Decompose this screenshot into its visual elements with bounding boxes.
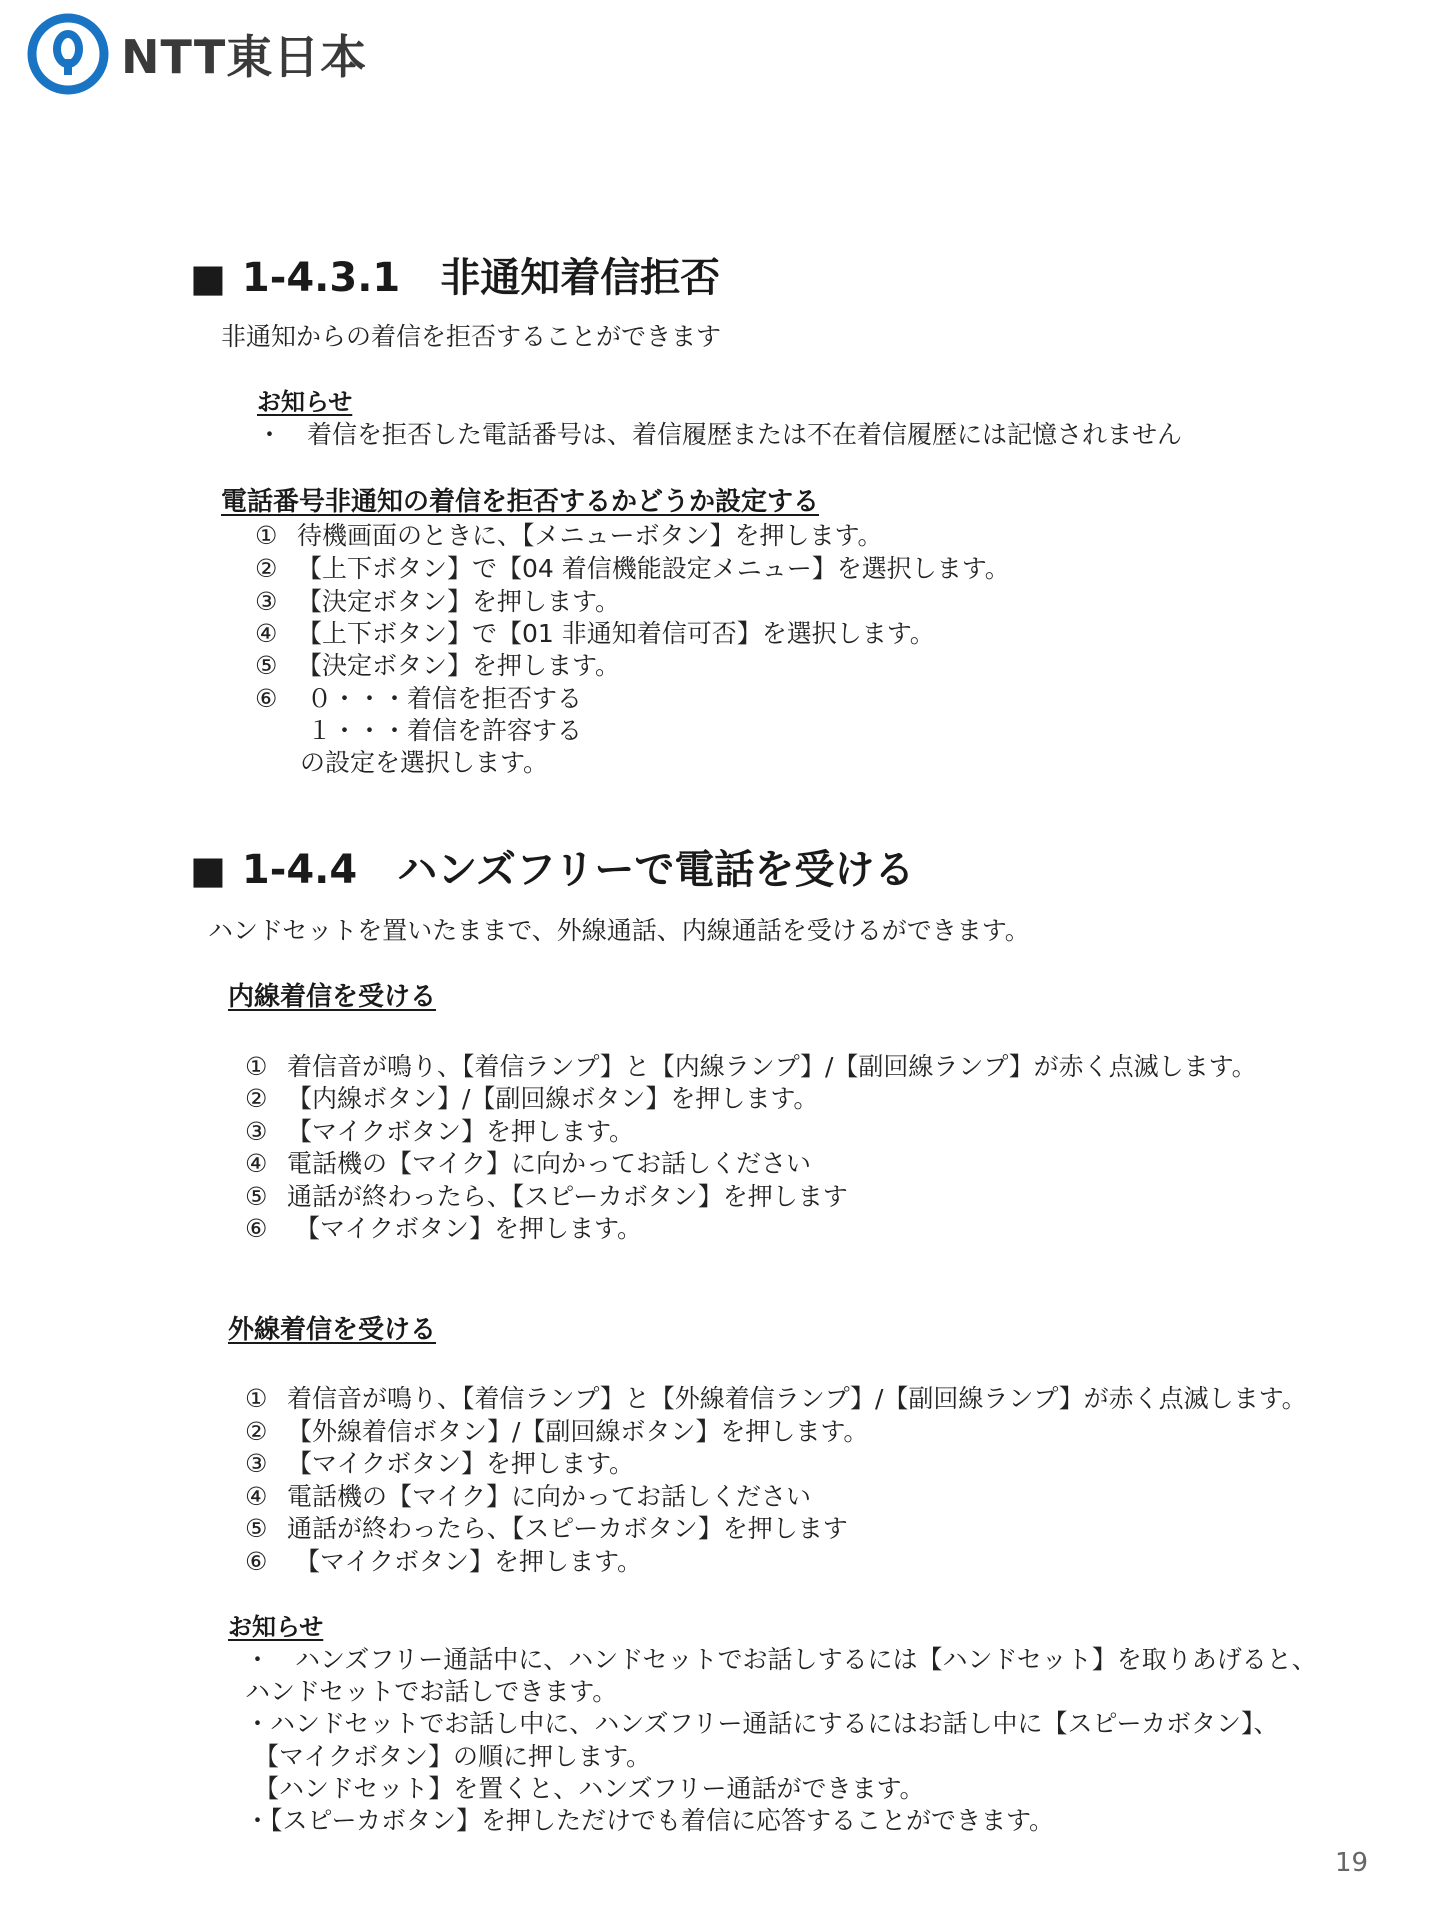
brand-name: NTT東日本 bbox=[121, 30, 368, 84]
header-logo bbox=[27, 14, 367, 94]
naisen-step-4: ④ 電話機の【マイク】に向かってお話しください bbox=[245, 1149, 812, 1178]
gaisen-step-4: ④ 電話機の【マイク】に向かってお話しください bbox=[245, 1482, 812, 1511]
gaisen-step-5: ⑤ 通話が終わったら、【スピーカボタン】を押します bbox=[245, 1514, 848, 1543]
section2-notice-line-4: 【マイクボタン】の順に押します。 bbox=[254, 1742, 652, 1771]
section1-subheading: 電話番号非通知の着信を拒否するかどうか設定する bbox=[221, 487, 820, 517]
section1-step-1: ① 待機画面のときに、【メニューボタン】を押します。 bbox=[255, 521, 883, 550]
naisen-step-6: ⑥ 【マイクボタン】を押します。 bbox=[245, 1214, 642, 1243]
naisen-step-1: ① 着信音が鳴り、【着信ランプ】と【内線ランプ】/【副回線ランプ】が赤く点滅します。 bbox=[245, 1052, 1257, 1081]
naisen-step-2: ② 【内線ボタン】/【副回線ボタン】を押します。 bbox=[245, 1084, 819, 1113]
section1-heading bbox=[190, 246, 720, 303]
section1-marker: ■ bbox=[190, 256, 226, 300]
gaisen-step-6: ⑥ 【マイクボタン】を押します。 bbox=[245, 1547, 642, 1576]
section2-heading bbox=[190, 838, 914, 895]
section2-notice-title: お知らせ bbox=[228, 1613, 324, 1641]
section1-notice-item: ・ 着信を拒否した電話番号は、着信履歴または不在着信履歴には記憶されません bbox=[257, 420, 1183, 449]
page-number: 19 bbox=[1335, 1848, 1369, 1878]
gaisen-step-2: ② 【外線着信ボタン】/【副回線ボタン】を押します。 bbox=[245, 1417, 869, 1446]
section2-notice-line-6: ・【スピーカボタン】を押しただけでも着信に応答することができます。 bbox=[245, 1806, 1055, 1835]
section2-title: 1-4.4 ハンズフリーで電話を受ける bbox=[241, 847, 915, 893]
section1-step-5: ⑤ 【決定ボタン】を押します。 bbox=[255, 651, 621, 680]
naisen-heading: 内線着信を受ける bbox=[228, 982, 437, 1012]
section2-notice-line-3: ・ハンドセットでお話し中に、ハンズフリー通話にするにはお話し中に【スピーカボタン】、 bbox=[245, 1709, 1279, 1738]
ntt-logo-icon bbox=[27, 13, 109, 95]
section1-title: 1-4.3.1 非通知着信拒否 bbox=[241, 255, 721, 301]
section1-step-6-option: １・・・着信を許容する bbox=[307, 716, 583, 745]
section2-notice-line-1: ・ ハンズフリー通話中に、ハンドセットでお話しするには【ハンドセット】を取りあげると、 bbox=[245, 1645, 1317, 1674]
section1-notice-title: お知らせ bbox=[257, 388, 353, 416]
gaisen-heading: 外線着信を受ける bbox=[228, 1315, 437, 1345]
section1-intro: 非通知からの着信を拒否することができます bbox=[221, 322, 722, 351]
naisen-step-5: ⑤ 通話が終わったら、【スピーカボタン】を押します bbox=[245, 1182, 848, 1211]
section2-notice-line-5: 【ハンドセット】を置くと、ハンズフリー通話ができます。 bbox=[254, 1774, 925, 1803]
naisen-step-3: ③ 【マイクボタン】を押します。 bbox=[245, 1117, 635, 1146]
section2-notice-line-2: ハンドセットでお話しできます。 bbox=[245, 1677, 618, 1706]
section1-step-6-suffix: の設定を選択します。 bbox=[300, 748, 549, 777]
section1-step-4: ④ 【上下ボタン】で【01 非通知着信可否】を選択します。 bbox=[255, 619, 935, 648]
section1-step-2: ② 【上下ボタン】で【04 着信機能設定メニュー】を選択します。 bbox=[255, 554, 1010, 583]
gaisen-step-1: ① 着信音が鳴り、【着信ランプ】と【外線着信ランプ】/【副回線ランプ】が赤く点滅します。 bbox=[245, 1384, 1307, 1413]
gaisen-step-3: ③ 【マイクボタン】を押します。 bbox=[245, 1449, 635, 1478]
section2-marker: ■ bbox=[190, 848, 226, 892]
section1-step-6: ⑥ ０・・・着信を拒否する bbox=[255, 684, 583, 713]
section1-step-3: ③ 【決定ボタン】を押します。 bbox=[255, 587, 621, 616]
section2-intro: ハンドセットを置いたままで、外線通話、内線通話を受けるができます。 bbox=[208, 916, 1030, 945]
